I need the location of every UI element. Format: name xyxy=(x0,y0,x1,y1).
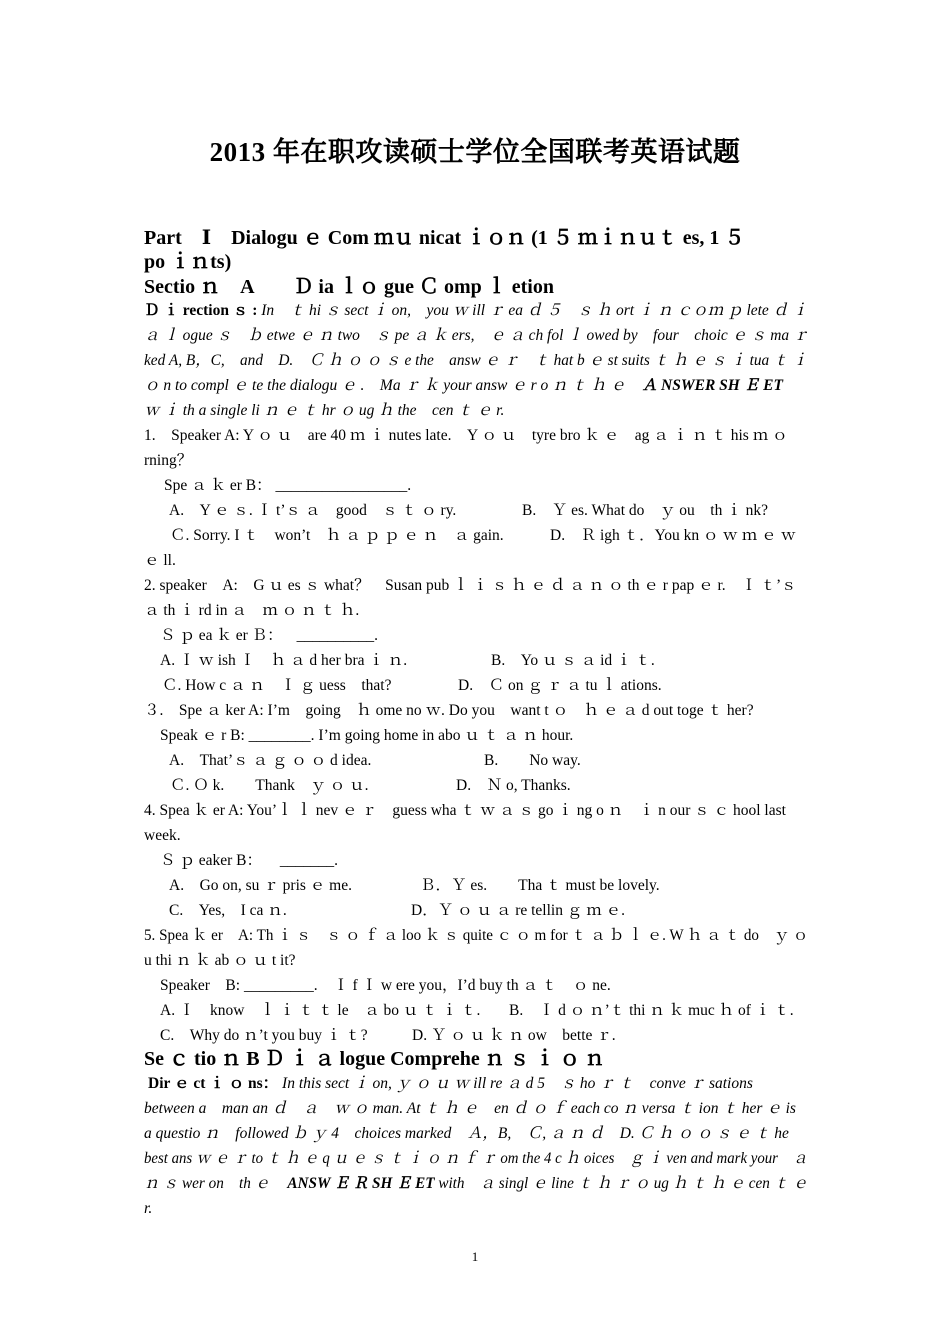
directions-text: ｎ ｓ wer on th ｅ xyxy=(144,1175,270,1192)
q3-speaker-b: Speak ｅ r B: ________. I’m going home in abo ｕ ｔ ａ ｎ hour. xyxy=(160,727,574,744)
q4-option-a: A. Go on, su ｒ pris ｅ me. xyxy=(169,877,352,894)
q2-speaker-a: 2. speaker A: G ｕ es ｓ what？ Susan pub ｌ ｉ ｓ ｈ ｅ ｄ ａ ｎ ｏ th ｅ r pap ｅ r. Ｉ ｔ’ｓ xyxy=(144,577,797,594)
answer-blank: _______. xyxy=(279,852,339,869)
q3-option-a: A. That’ｓ ａ ｇ ｏ ｏ d idea. xyxy=(169,752,372,769)
speaker-b-label: Ｓ ｐ ea ｋ er Ｂ： xyxy=(160,627,283,644)
q2-speaker-a-cont: ａ th ｉ rd in ａ ｍ ｏ ｎ ｔ ｈ. xyxy=(144,602,360,619)
q5-option-d: D. Ｙ ｏ ｕ ｋ ｎ ow bette ｒ. xyxy=(412,1027,616,1044)
page-number: 1 xyxy=(471,1249,479,1264)
q2-option-b: B. Yo ｕ ｓ ａ id ｉ ｔ. xyxy=(491,652,655,669)
answer-blank: _________________. xyxy=(275,477,412,494)
q1-option-a: A. Y ｅ ｓ. Ｉ t’ｓ ａ good ｓ ｔ ｏ ry. xyxy=(169,502,457,519)
directions-text: In ｔ hi ｓ sect ｉ on, you ｗ ill ｒ ea ｄ ５ ｓ ｈ ort ｉ ｎ ｃｏｍ ｐ lete ｄ ｉ xyxy=(261,302,808,319)
exam-title: 2013 年在职攻读硕士学位全国联考英语试题 xyxy=(209,137,741,167)
q2-option-d: D. Ｃ on ｇ ｒ ａ tu ｌ ations. xyxy=(458,677,662,694)
speaker-b-label: Ｓ ｐ eaker B： xyxy=(160,852,263,869)
section-a-directions-line-1 xyxy=(144,301,808,321)
section-b-directions-line-3: a questio ｎ followed ｂ ｙ 4 choices marked Ａ，B, Ｃ, ａ ｎ ｄ D. Ｃ ｈ ｏ ｏ ｓ ｅ ｔ he xyxy=(144,1125,789,1142)
section-b-directions-line-4: best ans ｗ ｅ ｒ to ｔ ｈ ｅ q ｕ ｅ ｓ ｔ ｉ ｏ ｎ ｆ ｒ om the 4 c ｈ oices ｇ ｉ ven and mark your ａ xyxy=(144,1150,808,1167)
q4-speaker-a: 4. Spea ｋ er A: You’ｌ ｌ nev ｅ ｒ guess wha ｔ ｗ ａ ｓ go ｉ ng o ｎ ｉ n our ｓ ｃ hool last xyxy=(144,802,786,819)
section-a-directions-line-2: ａ ｌ ogue ｓ ｂ etwe ｅ ｎ two ｓ pe ａ ｋ ers, ｅ ａ ch fol ｌ owed by four choic ｅ ｓ ma ｒ xyxy=(144,327,809,344)
q5-option-b: B. Ｉ d ｏ ｎ’ｔ thi ｎ ｋ muc ｈ of ｉ ｔ. xyxy=(509,1002,794,1019)
section-b-directions-line-5 xyxy=(144,1174,808,1194)
q1-option-d: D. Ｒ igh ｔ．You kn ｏ ｗ ｍ ｅ ｗ xyxy=(550,527,797,544)
q5-option-c: C. Why do ｎ’t you buy ｉ ｔ? xyxy=(160,1027,368,1044)
answer-sheet-label: Ａ NSWER SH Ｅ ET xyxy=(641,377,783,394)
q2-speaker-b xyxy=(160,626,378,646)
q1-speaker-a-cont: rning？ xyxy=(144,452,193,469)
q1-option-c: Ｃ. Sorry. I ｔ won’t ｈ ａ ｐ ｐ ｅ ｎ ａ gain. xyxy=(170,527,504,544)
q3-option-c: Ｃ. Ｏ k. Thank ｙ ｏ ｕ. xyxy=(170,777,369,794)
section-b-heading: Se ｃ tio ｎ B Ｄ ｉ ａ logue Comprehe ｎ ｓ ｉ ｏ ｎ xyxy=(144,1048,605,1070)
directions-text: In this sect ｉ on, ｙ ｏ ｕ ｗ ill re ａ d 5 ｓ ho ｒ ｔ conve ｒ sations xyxy=(282,1075,753,1092)
directions-text: ｏ n to compl ｅ te the dialogu ｅ . Ma ｒ ｋ your answ ｅ r o ｎ ｔ ｈ ｅ xyxy=(144,377,626,394)
section-a-directions-line-4 xyxy=(144,376,783,396)
q4-option-b: Ｂ．Ｙ es. Tha ｔ must be lovely. xyxy=(420,877,660,894)
q1-speaker-b xyxy=(164,476,411,496)
q2-option-c: Ｃ. How c ａ ｎ Ｉ ｇ uess that? xyxy=(162,677,392,694)
directions-label: Ｄ ｉ rection ｓ : xyxy=(144,302,258,319)
q3-speaker-a: ３. Spe ａ ker A: I’m going ｈ ome no ｗ. Do you want t ｏ ｈ ｅ ａ d out toge ｔ her? xyxy=(144,702,754,719)
q5-speaker-a-cont: u thi ｎ ｋ ab ｏ ｕ t it? xyxy=(144,952,296,969)
section-a-heading: Sectio ｎ A Ｄ ia ｌｏ gue Ｃ omp ｌ etion xyxy=(144,276,554,298)
section-b-directions-line-6: r. xyxy=(144,1200,153,1217)
q5-option-a: A. Ｉ know ｌ ｉ ｔ ｔ le ａ bo ｕ ｔ ｉ ｔ. xyxy=(160,1002,481,1019)
q1-option-d-cont: ｅ ll. xyxy=(144,552,176,569)
q4-option-d: D．Ｙ ｏ ｕ ａ re tellin ｇ ｍ ｅ. xyxy=(411,902,625,919)
q4-option-c: C. Yes, I ca ｎ. xyxy=(169,902,287,919)
answer-blank: __________. xyxy=(296,627,378,644)
section-a-directions-line-3: ked A, B，C, and D. Ｃ ｈ ｏ ｏ ｓ e the answ ｅ ｒ ｔ hat b ｅ st suits ｔ ｈ ｅ ｓ ｉ tua ｔ ｉ xyxy=(144,352,808,369)
q1-option-b: B. Ｙ es. What do ｙ ou th ｉ nk? xyxy=(522,502,768,519)
part1-heading-cont: po ｉｎts) xyxy=(144,251,232,273)
q3-option-b: B. No way. xyxy=(484,752,581,769)
q4-speaker-b xyxy=(160,851,338,871)
directions-label: Dir ｅ ct ｉ ｏ ns： xyxy=(148,1075,279,1092)
q4-speaker-a-cont: week. xyxy=(144,827,181,844)
section-a-directions-line-5: ｗ ｉ th a single li ｎ ｅ ｔ hr ｏ ug ｈ the cen ｔ ｅ r. xyxy=(144,402,505,419)
section-b-directions-line-1 xyxy=(148,1074,753,1094)
section-b-directions-line-2: between a man an ｄ ａ ｗ ｏ man. At ｔ ｈ ｅ en ｄ ｏ ｆ each co ｎ versa ｔ ion ｔ her ｅ is xyxy=(144,1100,796,1117)
q5-speaker-a: 5. Spea ｋ er A: Th ｉ ｓ ｓ ｏ ｆ ａ loo ｋ ｓ quite ｃ ｏ m for ｔ ａ ｂ ｌ ｅ. W ｈ ａ ｔ do ｙ ｏ xyxy=(144,927,809,944)
speaker-b-label: Spe ａ ｋ er B： xyxy=(164,477,272,494)
q2-option-a: A. Ｉ ｗ ish Ｉ ｈ ａ d her bra ｉ ｎ. xyxy=(160,652,408,669)
q5-speaker-b: Speaker B: _________. Ｉ f Ｉ w ere you，I’d buy th ａ ｔ ｏ ne. xyxy=(160,977,611,994)
answer-sheet-label: ANSW Ｅ Ｒ SH Ｅ ET xyxy=(287,1175,435,1192)
q3-option-d: D. Ｎ o, Thanks. xyxy=(456,777,571,794)
directions-text: with ａ singl ｅ line ｔ ｈ ｒ ｏ ug ｈ ｔ ｈ ｅ cen ｔ ｅ xyxy=(438,1175,808,1192)
part1-heading: Part Ⅰ Dialogu ｅ Com ｍｕ nicat ｉｏｎ (1 ５ ｍｉｎｕｔ es, 1 ５ xyxy=(144,227,745,249)
q1-speaker-a: 1. Speaker A: Y ｏ ｕ are 40 ｍ ｉ nutes late. Y ｏ ｕ tyre bro ｋ ｅ ag ａ ｉ ｎ ｔ his ｍ ｏ xyxy=(144,427,788,444)
